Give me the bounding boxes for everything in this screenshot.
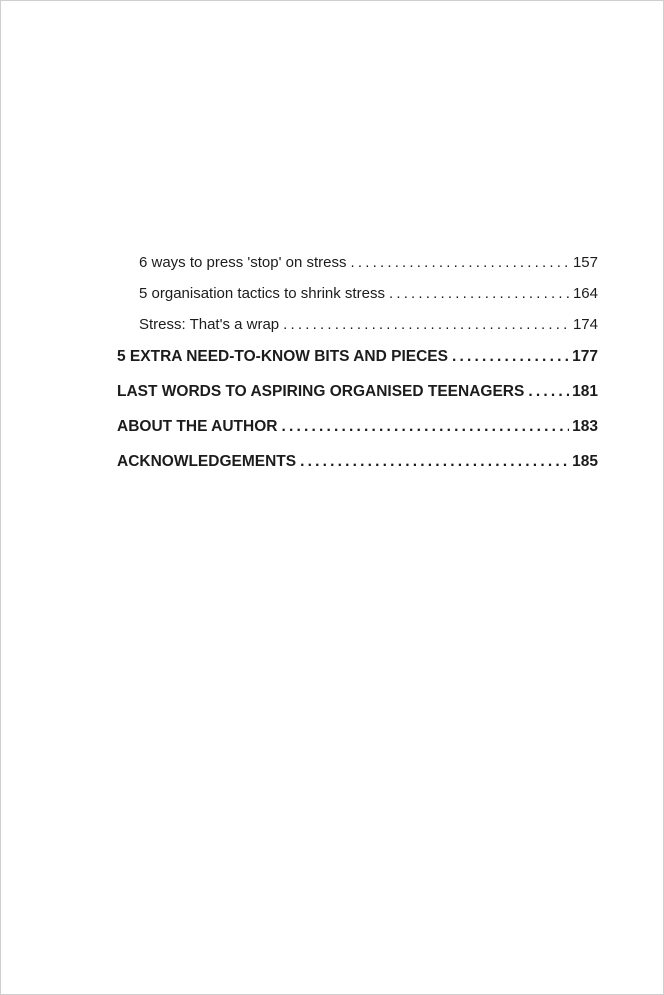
toc-entry-stop-stress (117, 249, 598, 280)
toc-entry-acknowledgements (117, 451, 598, 486)
dot-leader (389, 280, 570, 307)
toc-entry-title: Stress: That's a wrap (139, 316, 280, 333)
toc-entry-page-number: 174 (572, 316, 598, 333)
toc-entry-title: ABOUT THE AUTHOR (117, 418, 278, 435)
toc-entry-page-number: 177 (572, 348, 598, 365)
toc-entry-last-words (117, 381, 598, 416)
toc-entry-page-number: 157 (572, 254, 598, 271)
toc-entry-page-number: 164 (572, 285, 598, 302)
toc-entry-title: 5 organisation tactics to shrink stress (139, 285, 385, 302)
toc-entry-title: 6 ways to press 'stop' on stress (139, 254, 347, 271)
toc-entry-title: LAST WORDS TO ASPIRING ORGANISED TEENAGERS (117, 383, 525, 400)
dot-leader (528, 381, 569, 402)
toc-entry-title: 5 EXTRA NEED-TO-KNOW BITS AND PIECES (117, 348, 448, 365)
toc-entry-extra-bits (117, 346, 598, 381)
dot-leader (350, 249, 569, 276)
toc-entry-about-author (117, 416, 598, 451)
dot-leader (300, 451, 569, 472)
dot-leader (452, 346, 569, 367)
toc-entry-page-number: 181 (572, 383, 598, 400)
dot-leader (281, 416, 569, 437)
dot-leader (283, 311, 570, 338)
toc-entry-page-number: 183 (572, 418, 598, 435)
toc-entry-stress-wrap (117, 311, 598, 342)
toc-entry-organisation-tactics (117, 280, 598, 311)
toc-entry-title: ACKNOWLEDGEMENTS (117, 453, 297, 470)
table-of-contents (117, 249, 598, 486)
toc-entry-page-number: 185 (572, 453, 598, 470)
